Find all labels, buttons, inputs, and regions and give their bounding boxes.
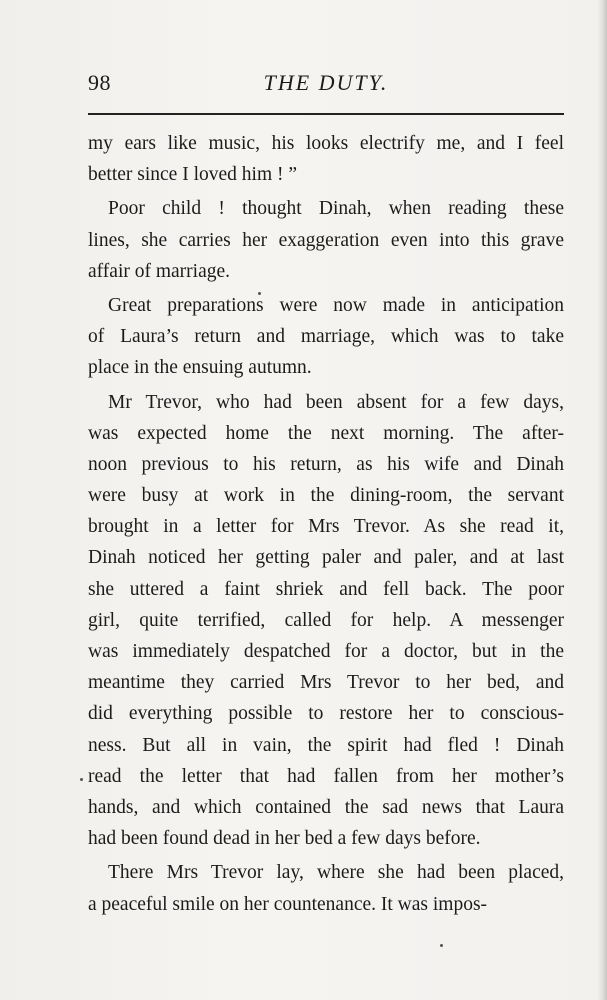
text-line: she uttered a faint shriek and fell back. The poor bbox=[88, 578, 564, 600]
text-line: affair of marriage. bbox=[88, 260, 231, 282]
paragraph bbox=[88, 857, 564, 919]
text-line: Mr Trevor, who had been absent for a few days, bbox=[108, 391, 564, 413]
paragraph bbox=[88, 128, 564, 190]
text-line: lines, she carries her exaggeration even into this grave bbox=[88, 229, 564, 251]
ink-speck bbox=[440, 944, 443, 947]
text-line: noon previous to his return, as his wife and Dinah bbox=[88, 453, 564, 475]
running-title: THE DUTY. bbox=[263, 70, 389, 95]
page-number: 98 bbox=[88, 70, 111, 95]
header-rule bbox=[88, 113, 564, 115]
text-line: read the letter that had fallen from her mother’s bbox=[88, 765, 564, 787]
text-line: a peaceful smile on her countenance. It was impos- bbox=[88, 893, 488, 915]
text-line: There Mrs Trevor lay, where she had been placed, bbox=[108, 862, 564, 884]
ink-speck bbox=[258, 292, 261, 295]
text-line: brought in a letter for Mrs Trevor. As she read it, bbox=[88, 516, 564, 538]
text-line: ness. But all in vain, the spirit had fled ! Dinah bbox=[88, 734, 564, 756]
text-line: meantime they carried Mrs Trevor to her bed, and bbox=[88, 672, 564, 694]
ink-speck bbox=[80, 778, 83, 781]
paragraph bbox=[88, 387, 564, 855]
text-line: was expected home the next morning. The after- bbox=[88, 422, 564, 444]
text-line: Poor child ! thought Dinah, when reading these bbox=[108, 198, 564, 220]
page-header bbox=[88, 70, 564, 100]
text-line: better since I loved him ! ” bbox=[88, 164, 298, 186]
text-line: place in the ensuing autumn. bbox=[88, 357, 312, 379]
paragraph bbox=[88, 290, 564, 384]
text-line: of Laura’s return and marriage, which was to take bbox=[88, 326, 564, 348]
paragraph bbox=[88, 193, 564, 287]
text-line: my ears like music, his looks electrify me, and I feel bbox=[88, 133, 564, 154]
text-line: were busy at work in the dining-room, the servant bbox=[88, 485, 564, 507]
text-line: girl, quite terrified, called for help. A messenger bbox=[88, 609, 564, 631]
text-line: did everything possible to restore her to conscious- bbox=[88, 703, 564, 725]
text-line: had been found dead in her bed a few days before. bbox=[88, 828, 481, 850]
page-edge-shadow bbox=[597, 0, 607, 1000]
text-line: Great preparations were now made in anticipation bbox=[108, 294, 564, 316]
text-line: Dinah noticed her getting paler and paler, and at last bbox=[88, 547, 564, 569]
text-line: was immediately despatched for a doctor, but in the bbox=[88, 641, 564, 662]
body-text bbox=[88, 128, 564, 920]
text-line: hands, and which contained the sad news that Laura bbox=[88, 796, 564, 818]
